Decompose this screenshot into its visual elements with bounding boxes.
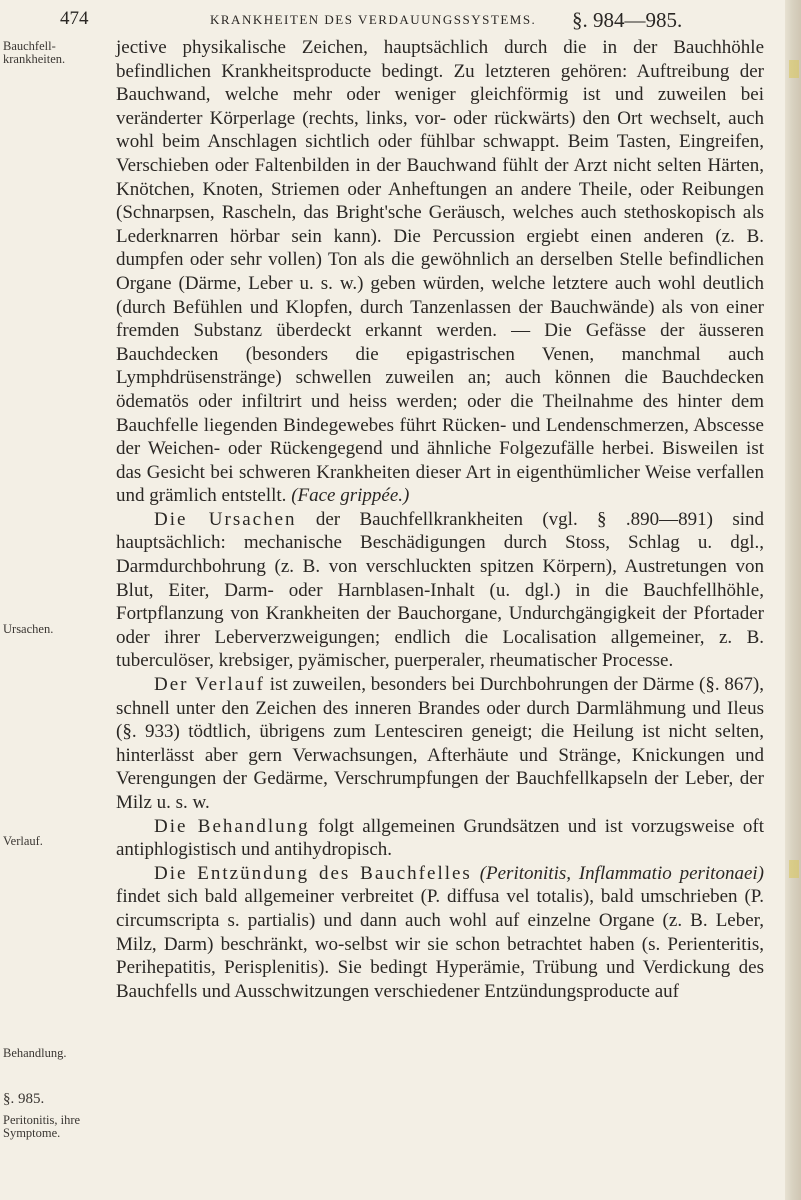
- facies-note: (Face grippée.): [291, 485, 410, 507]
- margin-note-behandlung: Behandlung.: [3, 1046, 67, 1060]
- section-reference: §. 984—985.: [572, 8, 683, 32]
- margin-note-section-985: §. 985.: [3, 1091, 45, 1107]
- margin-note-peritonitis: Peritonitis, ihre Symptome.: [3, 1113, 81, 1140]
- paragraph-treatment: Die Behandlung folgt allgemeinen Grundsätzen und ist vorzugsweise oft antiphlogistisch und antihydropisch.: [116, 815, 764, 861]
- paragraph-causes: Die Ursachen der Bauchfellkrankheiten (vgl. § .890—891) sind hauptsächlich: mechanische Beschädigungen durch Stoss, Schlag u. dgl., Darmdurchbohrung (z. B. von verschluckten spitzen Körpern), Austretungen von Blut, Eiter, Darm- oder Harnblasen-Inhalt (u. dgl.) in die Bauchfellhöhle, Fortpflanzung von Krankheiten der Bauchorgane, Undurchgängigkeit der Pfortader oder ihrer Leberverzweigungen; endlich die Localisation allgemeiner, z. B. tuberculöser, krebsiger, pyämischer, puerperaler, rheumatischer Processe.: [116, 508, 764, 672]
- margin-note-ursachen: Ursachen.: [3, 622, 54, 636]
- paragraph-peritonitis: Die Entzündung des Bauchfelles (Peritonitis, Inflammatio peritonaei) findet sich bald allgemeiner verbreitet (P. diffusa vel totalis), bald umschrieben (P. circumscripta s. partialis) und dann auch wohl auf einzelne Organe (z. B. Leber, Milz, Darm) beschränkt, wo-selbst wir sie schon betrachtet haben (s. Perienteritis, Perihepatitis, Perisplenitis). Sie bedingt Hyperämie, Trübung und Verdickung des Bauchfells und Ausschwitzungen verschiedener Entzündungsproducte auf: [116, 862, 765, 1002]
- margin-note-bauchfellkrankheiten: Bauchfell-krankheiten.: [3, 39, 66, 66]
- paragraph-course: Der Verlauf ist zuweilen, besonders bei Durchbohrungen der Därme (§. 867), schnell unter den Zeichen des inneren Brandes oder durch Darmlähmung und Ileus (§. 933) tödtlich, übrigens zum Lentesciren geneigt; die Heilung ist nicht selten, hinterlässt aber gern Verwachsungen, Afterhäute und Stränge, Knickungen und Verengungen der Gedärme, Verschrumpfungen der Bauchfellkapseln der Leber, der Milz u. s. w.: [116, 674, 765, 813]
- peritonitis-latin: (Peritonitis, Inflammatio peritonaei): [479, 862, 765, 884]
- margin-note-verlauf: Verlauf.: [3, 834, 43, 848]
- page-header: [60, 6, 760, 36]
- edge-stain: [789, 860, 799, 878]
- edge-stain: [789, 60, 799, 78]
- running-head: KRANKHEITEN DES VERDAUUNGSSYSTEMS.: [210, 12, 537, 27]
- course-lead: Der Verlauf: [154, 674, 265, 696]
- page-number: 474: [60, 8, 89, 29]
- paragraph-symptoms: jective physikalische Zeichen, hauptsächlich durch die in der Bauchhöhle befindlichen Krankheitsproducte bedingt. Zu letzteren gehören: Auftreibung der Bauchwand, welche mehr oder weniger gleichförmig ist und zuweilen bei veränderter Körperlage (rechts, links, vor- oder rückwärts) den Ort wechselt, auch wohl beim Anschlagen sichtlich oder fühlbar schwappt. Beim Tasten, Eingreifen, Verschieben oder Faltenbilden in der Bauchwand fühlt der Arzt nicht selten Härten, Knötchen, Knoten, Striemen oder Anheftungen an andere Theile, oder Reibungen (Schnarpsen, Rascheln, das Bright'sche Geräusch, welches auch stethoskopisch als Lederknarren hörbar sein kann). Die Percussion ergiebt einen anderen (z. B. dumpfen oder sehr vollen) Ton als die gewöhnlich an derselben Stelle befindlichen Organe (Därme, Leber u. s. w.) geben würden, welche letztere auch wohl deutlich (durch Befühlen und Klopfen, durch Tanzenlassen der Bauchwände) als von einer fremden Substanz überdeckt erkannt werden. — Die Gefässe der äusseren Bauchdecken (besonders die epigastrischen Venen, manchmal auch Lymphdrüsenstränge) schwellen zuweilen an; auch können die Bauchdecken ödematös oder infiltrirt und heiss werden; oder die Theilnahme des hinter dem Bauchfelle liegenden Bindegewebes führt Rücken- und Lendenschmerzen, Abscesse der Weichen- oder Rückengegend und ähnliche Folgezufälle herbei. Bisweilen ist das Gesicht bei schweren Krankheiten dieser Art in eigenthümlicher Weise verfallen und grämlich entstellt. (Face grippée.): [116, 37, 764, 507]
- body-text: [116, 36, 764, 1003]
- peritonitis-lead: Die Entzündung des Bauchfelles: [154, 862, 472, 884]
- page-edge: [785, 0, 801, 1200]
- treatment-lead: Die Behandlung: [154, 815, 310, 837]
- causes-lead: Die Ursachen: [154, 508, 297, 530]
